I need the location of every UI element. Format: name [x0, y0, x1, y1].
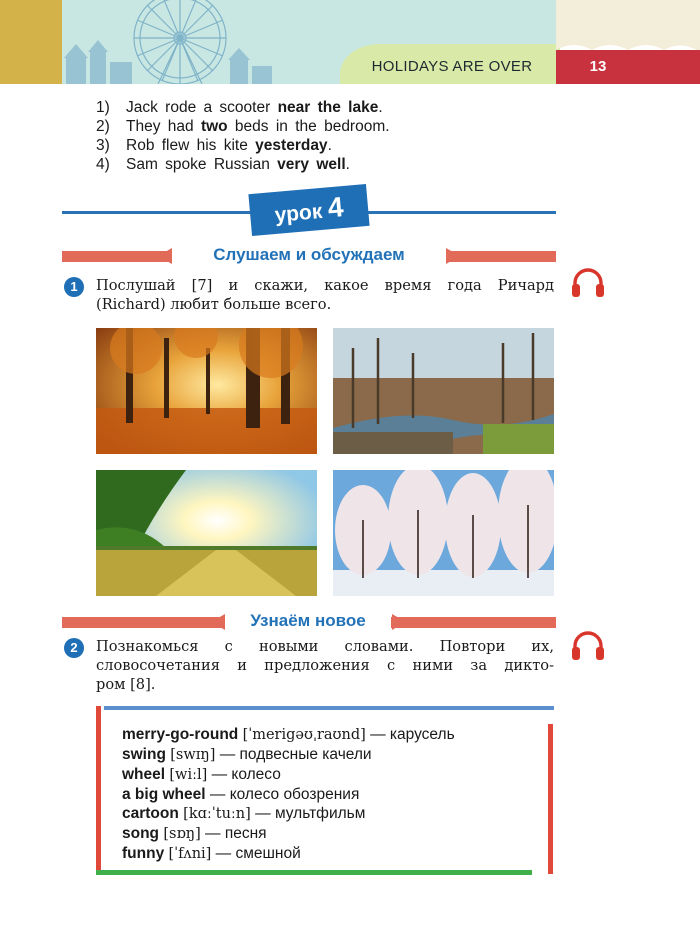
vocab-frame-bottom [96, 870, 532, 875]
list-item: 2) They had two beds in the bedroom. [96, 118, 390, 135]
arrow-left-icon [211, 614, 225, 630]
list-item: 3) Rob flew his kite yesterday. [96, 137, 332, 154]
sentence-list [96, 98, 390, 174]
arrow-right-icon [446, 248, 460, 264]
list-item: wheel [wiːl] — колесо [122, 766, 281, 783]
lesson-badge: урок 4 [248, 184, 369, 236]
list-item: funny [ˈfʌni] — смешной [122, 845, 301, 862]
vocab-frame-right [548, 724, 553, 874]
vocabulary-list [122, 725, 455, 864]
task-instruction: Познакомься с новыми словами. Повтори их, словосочетания и предложения с ними за дикто- ром [8]. [96, 638, 554, 693]
task-instruction: Послушай [7] и скажи, какое время года Ричард (Richard) любит больше всего. [96, 277, 554, 313]
spring-river-photo [333, 328, 554, 454]
winter-forest-photo [333, 470, 554, 596]
task-number-badge: 1 [64, 277, 84, 297]
list-item: 1) Jack rode a scooter near the lake. [96, 99, 383, 116]
vocab-frame-top [104, 706, 554, 710]
list-item: song [sɒŋ] — песня [122, 825, 267, 842]
section-title: Слушаем и обсуждаем [172, 245, 446, 265]
headphones-icon[interactable] [571, 631, 605, 661]
arrow-right-icon [392, 614, 406, 630]
task-number-badge: 2 [64, 638, 84, 658]
page-number: 13 [589, 58, 607, 75]
list-item: 4) Sam spoke Russian very well. [96, 156, 350, 173]
headphones-icon[interactable] [571, 268, 605, 298]
summer-field-photo [96, 470, 317, 596]
header-yellow-block [0, 0, 62, 84]
list-item: cartoon [kɑːˈtuːn] — мультфильм [122, 805, 366, 822]
list-item: merry-go-round [ˈmerigəʊˌraʊnd] — карусель [122, 726, 455, 743]
arrow-left-icon [158, 248, 172, 264]
autumn-park-photo [96, 328, 317, 454]
list-item: a big wheel — колесо обозрения [122, 786, 360, 803]
list-item: swing [swɪŋ] — подвесные качели [122, 746, 372, 763]
section-title: Узнаём новое [225, 611, 391, 631]
vocab-frame-left [96, 706, 101, 872]
header-title: HOLIDAYS ARE OVER [371, 58, 533, 75]
